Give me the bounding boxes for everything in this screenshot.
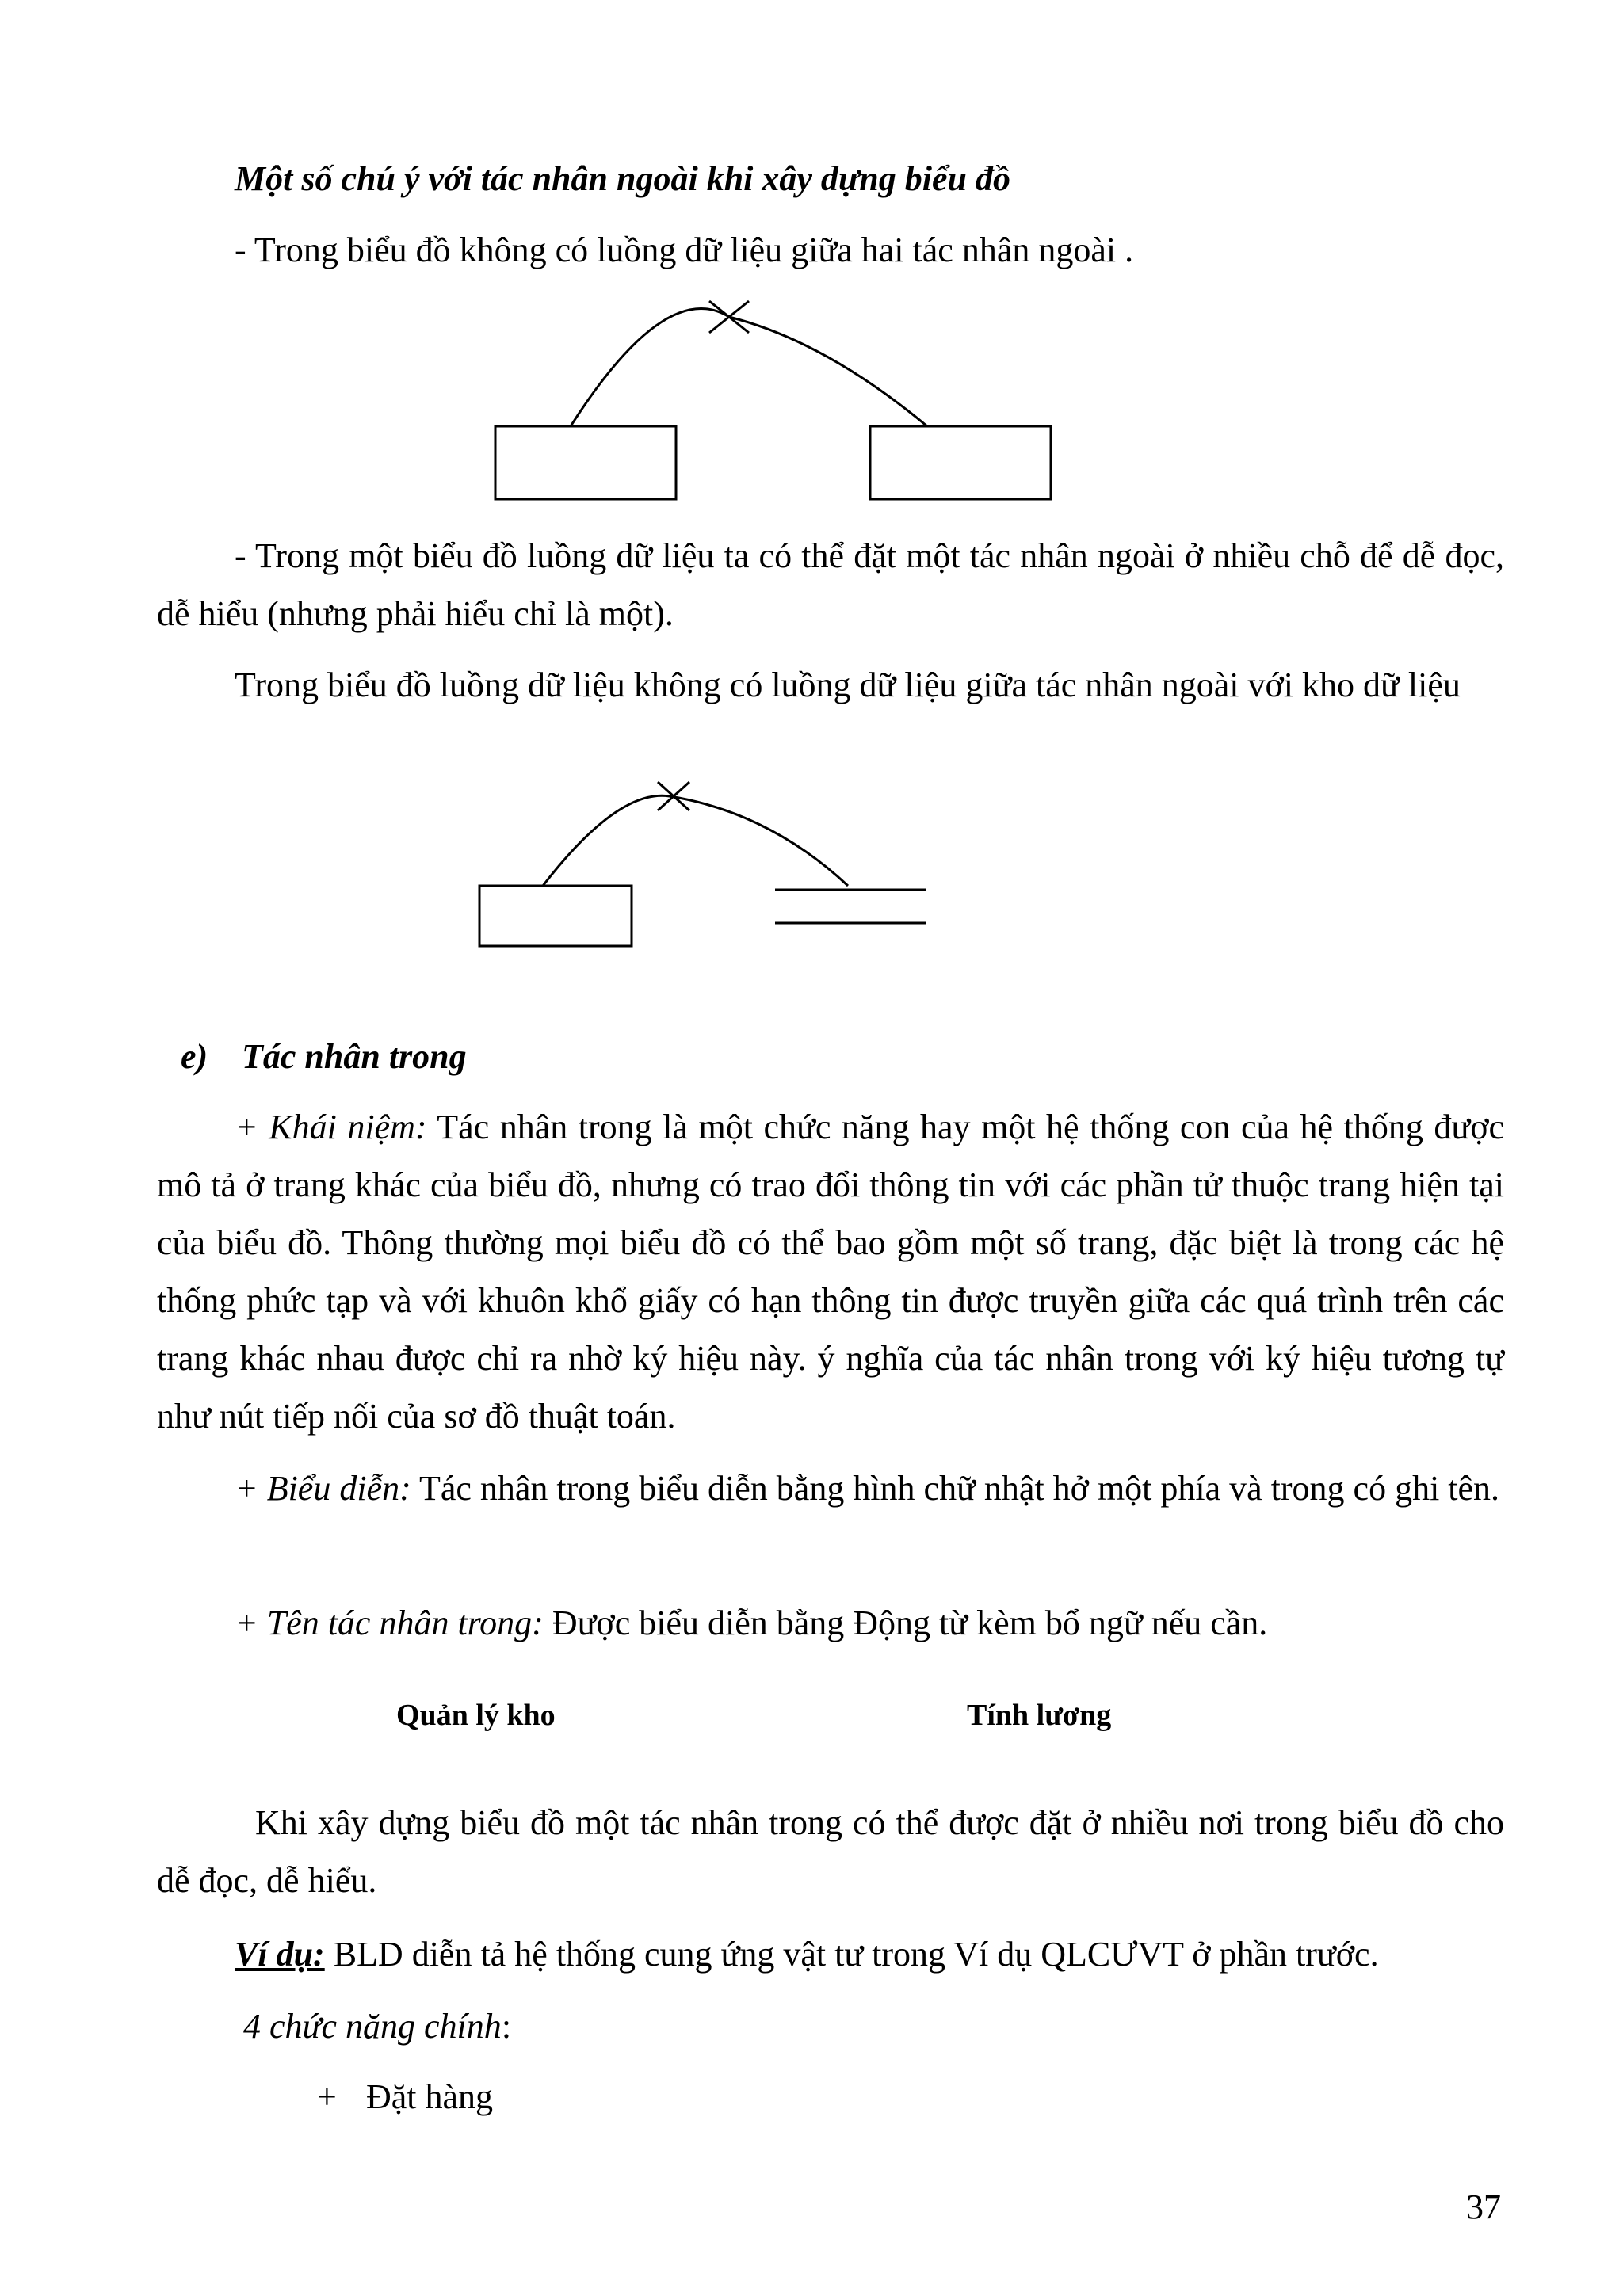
paragraph-naming bbox=[235, 1603, 1267, 1644]
paragraph-representation bbox=[157, 1459, 1504, 1517]
external-agent-box-left bbox=[495, 426, 676, 499]
list-item-marker: + bbox=[317, 2077, 337, 2116]
paragraph-multiple-placement: - Trong một biểu đồ luồng dữ liệu ta có thể đặt một tác nhân ngoài ở nhiều chỗ để dễ đọc, dễ hiểu (nhưng phải hiểu chỉ là một). bbox=[157, 536, 1504, 633]
representation-label: + Biểu diễn: bbox=[235, 1469, 411, 1508]
naming-text: Được biểu diễn bằng Động từ kèm bổ ngữ nếu cần. bbox=[543, 1604, 1268, 1642]
concept-label: + Khái niệm: bbox=[235, 1108, 427, 1146]
concept-text: Tác nhân trong là một chức năng hay một hệ thống con của hệ thống được mô tả ở trang khác của biểu đồ, nhưng có trao đổi thông tin với các phần tử thuộc trang hiện tại của biểu đồ. Thông thường mọi biểu đồ có thể bao gồm một số trang, đặc biệt là trong các hệ thống phức tạp và với khuôn khổ giấy có hạn thông tin được truyền giữa các quá trình trên các trang khác nhau được chỉ ra nhờ ký hiệu này. ý nghĩa của tác nhân trong với ký hiệu tương tự như nút tiếp nối của sơ đồ thuật toán. bbox=[157, 1108, 1505, 1436]
internal-agent-example-right: Tính lương bbox=[967, 1699, 1112, 1732]
example-label: Ví dụ: bbox=[235, 1935, 325, 1974]
paragraph-example bbox=[235, 1934, 1379, 1975]
paragraph-no-flow-between-externals: - Trong biểu đồ không có luồng dữ liệu giữa hai tác nhân ngoài . bbox=[235, 231, 1134, 269]
representation-text: Tác nhân trong biểu diễn bằng hình chữ nhật hở một phía và trong có ghi tên. bbox=[411, 1469, 1500, 1508]
section-e-title: Tác nhân trong bbox=[242, 1037, 467, 1076]
paragraph-concept bbox=[157, 1098, 1504, 1445]
paragraph-no-flow-to-store: Trong biểu đồ luồng dữ liệu không có luồng dữ liệu giữa tác nhân ngoài với kho dữ liệu bbox=[235, 666, 1461, 704]
functions-colon: : bbox=[501, 2007, 512, 2046]
section-e-number: e) bbox=[181, 1037, 208, 1076]
forbidden-flow-arc bbox=[571, 308, 927, 426]
figure-external-to-external bbox=[0, 293, 1623, 499]
section-heading: Một số chú ý với tác nhân ngoài khi xây dựng biểu đồ bbox=[235, 159, 1010, 198]
internal-agent-example-left: Quản lý kho bbox=[396, 1699, 556, 1732]
cross-mark-icon bbox=[709, 301, 749, 333]
external-agent-box bbox=[479, 886, 632, 946]
example-text: BLD diễn tả hệ thống cung ứng vật tư trong Ví dụ QLCƯVT ở phần trước. bbox=[324, 1935, 1379, 1974]
list-item-order: Đặt hàng bbox=[366, 2077, 494, 2116]
figure-external-to-store bbox=[0, 772, 1623, 947]
naming-label: + Tên tác nhân trong: bbox=[235, 1604, 544, 1642]
forbidden-flow-arc bbox=[543, 795, 848, 886]
external-agent-box-right bbox=[870, 426, 1051, 499]
paragraph-internal-placement: Khi xây dựng biểu đồ một tác nhân trong có thể được đặt ở nhiều nơi trong biểu đồ cho dễ đọc, dễ hiểu. bbox=[157, 1803, 1504, 1900]
functions-label: 4 chức năng chính bbox=[243, 2007, 502, 2046]
functions-heading bbox=[243, 2006, 511, 2047]
page-number: 37 bbox=[1466, 2187, 1501, 2226]
